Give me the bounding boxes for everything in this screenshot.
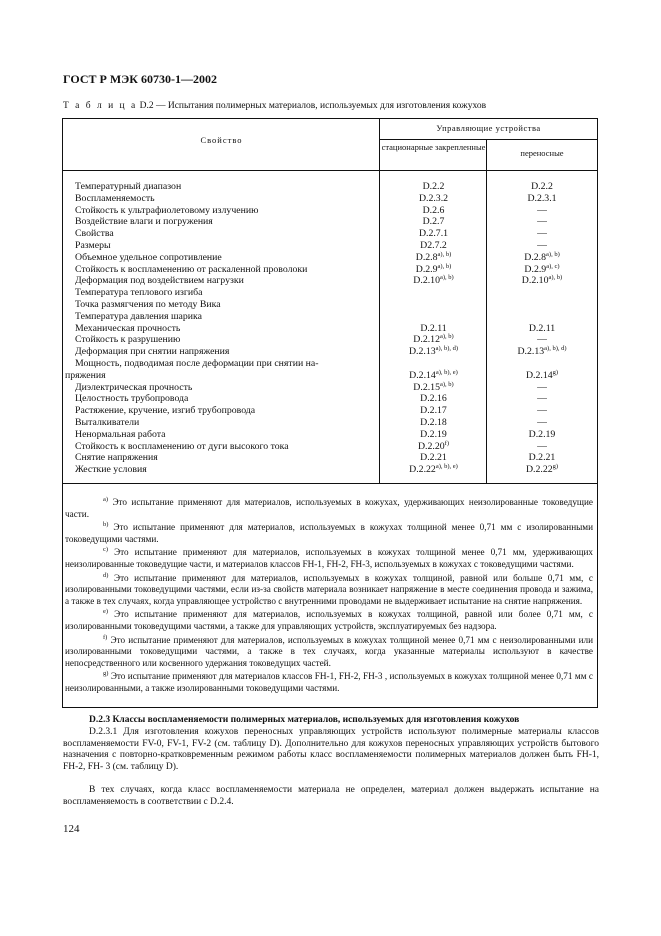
portable-cell: —: [537, 216, 547, 228]
property-cell: Стойкость к воспламенению от дуги высокого тока: [75, 440, 289, 452]
table-row: [63, 264, 597, 276]
footnote-ref: f): [444, 439, 449, 447]
table-row: [63, 323, 597, 335]
stationary-cell: $D.2.10^{a), b)}$: [413, 274, 454, 287]
footnote-ref: a), b): [437, 250, 452, 258]
portable-cell: $D.2.10^{a), b)}$: [521, 274, 563, 287]
portable-cell: $D.2.13^{a), b), d)}$: [517, 345, 567, 358]
property-cell: Деформация под воздействием нагрузки: [75, 275, 244, 287]
table-notes: [65, 497, 593, 697]
property-cell: Размеры: [75, 239, 111, 251]
header-stationary: стационарные закрепленные: [381, 142, 486, 152]
table-row: [63, 417, 597, 429]
document-header: ГОСТ Р МЭК 60730-1—2002: [63, 72, 217, 86]
table-row: [63, 181, 597, 193]
property-cell: Точка размягчения по методу Вика: [75, 298, 221, 310]
portable-cell: $D.2.9^{a), c)}$: [524, 262, 560, 275]
footnote-marker: g): [103, 670, 109, 678]
property-cell: Механическая прочность: [75, 322, 181, 334]
table-row: [63, 311, 597, 323]
footnote-marker: f): [103, 633, 108, 641]
property-cell: Целостность трубопровода: [75, 393, 189, 405]
stationary-cell: $D.2.8^{a), b)}$: [415, 250, 452, 263]
table-row: [63, 299, 597, 311]
footnote-ref: a), b), e): [435, 368, 458, 376]
footnote-ref: a), c): [546, 262, 560, 270]
table-row: [63, 193, 597, 205]
footnote-ref: a), b): [548, 274, 563, 282]
footnote-marker: e): [103, 608, 109, 616]
portable-cell: $D.2.8^{a), b)}$: [524, 250, 560, 263]
property-cell: Свойства: [75, 228, 114, 240]
table-row: [63, 252, 597, 264]
header-control-devices: Управляющие устройства: [436, 123, 541, 133]
portable-cell: —: [537, 228, 547, 240]
property-cell: Растяжение, кручение, изгиб трубопровода: [75, 405, 256, 417]
footnote-ref: a), b): [437, 262, 452, 270]
table-row: [63, 216, 597, 228]
notes-divider: [63, 483, 597, 484]
footnote-ref: g): [552, 368, 559, 376]
property-cell: Мощность, подводимая после деформации при снятии на- пряжения: [65, 357, 319, 381]
header-divider: [380, 139, 597, 140]
stationary-cell: $D.2.15^{a), b)}$: [413, 380, 454, 393]
property-cell: Воздействие влаги и погружения: [75, 216, 213, 228]
header-portable: переносные: [520, 148, 564, 158]
stationary-cell: D.2.2: [422, 181, 445, 192]
tests-table: [62, 118, 598, 708]
table-row: [63, 452, 597, 464]
stationary-cell: D.2.6: [422, 204, 445, 216]
footnote: $^{a)}$ Это испытание применяют для материалов, используемых в кожухах, удерживающих неизолированные токоведущие части.: [65, 496, 593, 519]
property-cell: Снятие напряжения: [75, 452, 158, 464]
stationary-cell: D.2.7.1: [418, 228, 449, 240]
property-cell: Выталкиватели: [75, 416, 140, 428]
property-cell: Диэлектрическая прочность: [75, 381, 193, 393]
property-cell: Воспламеняемость: [75, 192, 155, 204]
footnote: $^{b)}$ Это испытание применяют для материалов, используемых в кожухах толщиной менее 0,71 мм с изолированными токоведущими частями.: [65, 521, 594, 544]
footnote-marker: d): [103, 571, 109, 579]
page-number: 124: [63, 823, 80, 835]
table-row: [63, 393, 597, 405]
portable-cell: —: [537, 440, 547, 452]
table-body: [63, 181, 597, 476]
caption-label: Т а б л и ц а: [63, 101, 138, 111]
footnote-marker: a): [103, 496, 109, 503]
table-row: [63, 240, 597, 252]
footnote: $^{d)}$ Это испытание применяют для материалов, используемых в кожухах толщиной, равной или больше 0,71 мм, с изолированными токоведущими частями, если из-за свойств материала возникает напряжение в месте соединения провода и зажима, а также в тех случаях, когда управляющее устройство с внутренними проводами не выдерживает испытание на снятие напряжения.: [65, 571, 594, 606]
property-cell: Деформация при снятии напряжения: [75, 346, 230, 358]
stationary-cell: D.2.11: [420, 322, 447, 334]
footnote-marker: c): [103, 546, 109, 554]
stationary-cell: $D.2.9^{a), b)}$: [415, 262, 452, 275]
property-cell: Температура давления шарика: [75, 310, 202, 322]
header-property: Свойство: [200, 135, 243, 145]
portable-cell: D.2.11: [528, 322, 556, 334]
footnote-ref: a), b): [439, 380, 454, 388]
stationary-cell: D.2.18: [420, 416, 447, 428]
stationary-cell: D.2.20$^{f)}$: [417, 439, 449, 452]
footnote: $^{g)}$ Это испытание применяют для материалов классов FH-1, FH-2, FH-3 , используемых в кожухах толщиной менее 0,71 мм с неизолированными, а также изолированными токоведущими частями.: [65, 670, 593, 693]
stationary-cell: D.2.7: [422, 216, 445, 228]
portable-cell: —: [537, 416, 547, 428]
section-paragraph: D.2.3.1 Для изготовления кожухов переносных управляющих устройств используют полимерные материалы классов воспламеняемости FV-0, FV-1, FV-2 (см. таблицу D). Дополнительно для кожухов переносных управляющих устройств бытового назначения с повторно-кратковременным режимом работы класс воспламеняемости полимерных материалов должен быть FH-1, FH-2, FH- 3 (см. таблицу D).: [63, 727, 599, 773]
property-cell: Ненормальная работа: [75, 428, 166, 440]
table-row: [63, 441, 597, 453]
property-cell: Объемное удельное сопротивление: [75, 251, 222, 263]
footnote-ref: a), b), e): [435, 463, 458, 471]
table-row: [63, 228, 597, 240]
property-cell: Стойкость к воспламенению от раскаленной проволоки: [75, 263, 308, 275]
table-row: [63, 429, 597, 441]
stationary-cell: $D.2.14^{a), b), e)}$: [409, 368, 458, 381]
stationary-cell: D.2.16: [420, 393, 447, 405]
footnote-ref: a), b), d): [435, 345, 459, 353]
stationary-cell: D.2.21: [420, 452, 447, 464]
table-row: [63, 275, 597, 287]
portable-cell: D.2.14$^{g)}$: [525, 368, 559, 381]
table-row: [63, 287, 597, 299]
table-row: [63, 358, 597, 382]
footnote: $^{f)}$ Это испытание применяют для материалов, используемых в кожухах толщиной менее 0,71 мм с неизолированными или изолированными токоведущими частями, а также в тех случаях, когда указанные материалы используют в качестве непосредственного или косвенного удержания токоведущих частей.: [65, 633, 593, 668]
portable-cell: —: [537, 405, 547, 417]
property-cell: Жесткие условия: [75, 464, 147, 476]
portable-cell: —: [537, 204, 547, 216]
stationary-cell: $D.2.22^{a), b), e)}$: [409, 463, 458, 476]
table-row: [63, 334, 597, 346]
footnote-ref: a), b): [439, 333, 454, 341]
property-cell: Температура теплового изгиба: [75, 287, 203, 299]
caption-text: D.2 — Испытания полимерных материалов, используемых для изготовления кожухов: [139, 101, 487, 111]
footnote-marker: b): [103, 521, 109, 529]
portable-cell: —: [537, 334, 547, 346]
stationary-cell: $D.2.12^{a), b)}$: [413, 333, 454, 346]
property-cell: Температурный диапазон: [75, 181, 182, 192]
footnote-ref: g): [552, 463, 559, 471]
portable-cell: D.2.22$^{g)}$: [525, 463, 559, 476]
portable-cell: D.2.19: [528, 428, 556, 440]
stationary-cell: D.2.3.2: [418, 192, 449, 204]
portable-cell: —: [537, 239, 547, 251]
footnote-ref: a), b), d): [544, 345, 567, 353]
property-cell: Стойкость к ультрафиолетовому излучению: [75, 204, 259, 216]
table-row: [63, 205, 597, 217]
footnote: $^{c)}$ Это испытание применяют для материалов, используемых в кожухах толщиной менее 0,71 мм, удерживающих неизолированные токоведущие части, и материалов классов FH-1, FH-2, FH-3, используемых в кожухах с токоведущими частями.: [65, 546, 594, 569]
stationary-cell: D2.7.2: [420, 239, 447, 251]
table-caption: [63, 101, 486, 111]
table-row: [63, 405, 597, 417]
stationary-cell: D.2.17: [420, 405, 447, 417]
table-row: [63, 382, 597, 394]
header-bottom-rule: [63, 170, 597, 171]
portable-cell: —: [537, 381, 547, 393]
property-cell: Стойкость к разрушению: [75, 334, 181, 346]
section-title: D.2.3 Классы воспламеняемости полимерных материалов, используемых для изготовления кожухов: [89, 715, 520, 725]
table-row: [63, 346, 597, 358]
stationary-cell: $D.2.13^{a), b), d)}$: [408, 345, 459, 358]
footnote: $^{e)}$ Это испытание применяют для материалов, используемых в кожухах толщиной, равной или более 0,71 мм, с изолированными токоведущими частями, а также для управляющих устройств, эксплуатируемых без надзора.: [65, 608, 594, 631]
section-paragraph: В тех случаях, когда класс воспламеняемости материала не определен, материал должен выдержать испытание на воспламеняемость в соответствии с D.2.4.: [63, 785, 599, 807]
portable-cell: —: [537, 393, 547, 405]
portable-cell: D.2.3.1: [527, 192, 557, 204]
portable-cell: D.2.21: [528, 452, 556, 464]
footnote-ref: a), b): [546, 250, 560, 258]
portable-cell: D.2.2: [531, 181, 553, 192]
table-row: [63, 464, 597, 476]
stationary-cell: D.2.19: [420, 428, 447, 440]
footnote-ref: a), b): [439, 274, 454, 282]
